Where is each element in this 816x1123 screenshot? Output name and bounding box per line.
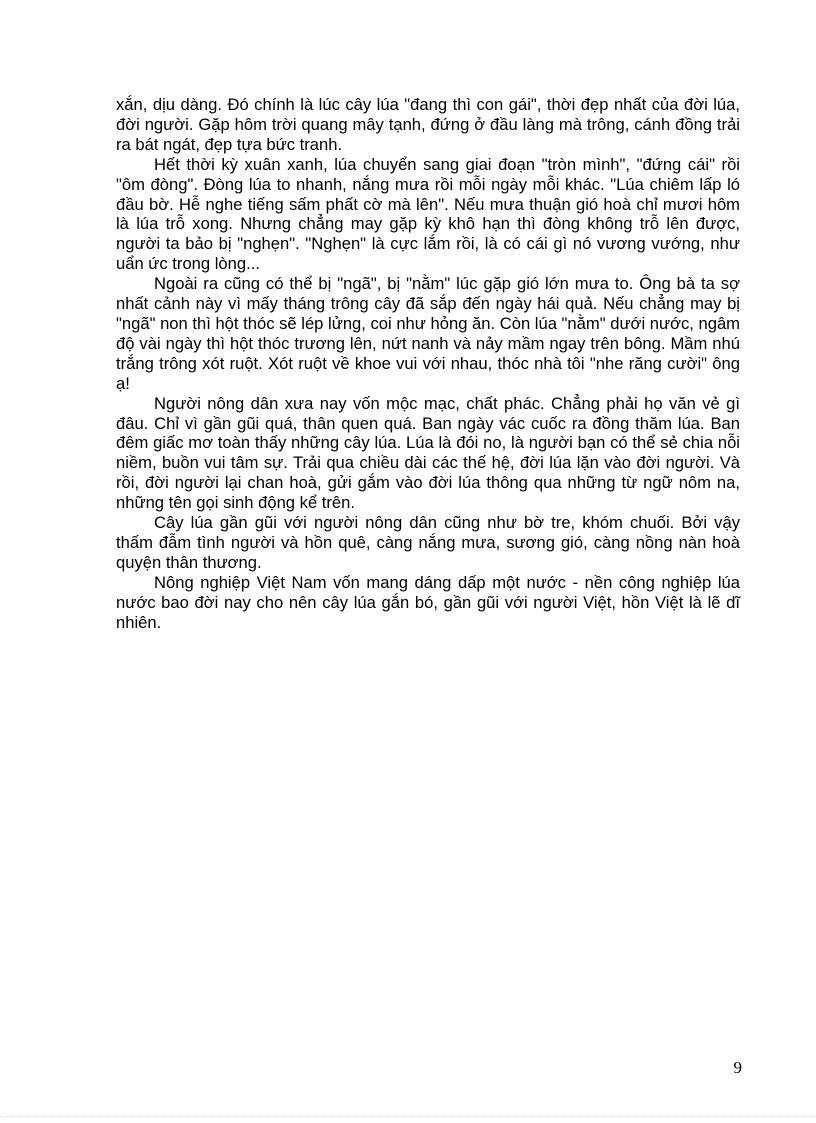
- paragraph-4: Người nông dân xưa nay vốn mộc mạc, chất phác. Chẳng phải họ văn vẻ gì đâu. Chỉ vì gần gũi quá, thân quen quá. Ban ngày vác cuốc ra đồng thăm lúa. Ban đêm giấc mơ toàn thấy những cây lúa. Lúa là đói no, là người bạn có thể sẻ chia nỗi niềm, buồn vui tâm sự. Trải qua chiều dài các thế hệ, đời lúa lặn vào đời người. Và rồi, đời người lại chan hoà, gửi gắm vào đời lúa thông qua những từ ngữ nôm na, những tên gọi sinh động kể trên.: [116, 393, 740, 513]
- paragraph-3: Ngoài ra cũng có thể bị "ngã", bị "nằm" lúc gặp gió lớn mưa to. Ông bà ta sợ nhất cảnh này vì mấy tháng trông cây đã sắp đến ngày hái quả. Nếu chẳng may bị "ngã" non thì hột thóc sẽ lép lửng, coi như hỏng ăn. Còn lúa "nằm" dưới nước, ngâm độ vài ngày thì hột thóc trương lên, nứt nanh và nảy mầm ngay trên bông. Mầm nhú trắng trông xót ruột. Xót ruột về khoe vui với nhau, thóc nhà tôi "nhe răng cười" ông ạ!: [116, 274, 740, 393]
- body-text: [116, 95, 740, 632]
- paragraph-6: Nông nghiệp Việt Nam vốn mang dáng dấp một nước - nền công nghiệp lúa nước bao đời nay cho nên cây lúa gắn bó, gần gũi với người Việt, hồn Việt là lẽ dĩ nhiên.: [116, 572, 740, 632]
- page-bottom-divider: [0, 1116, 816, 1117]
- paragraph-5: Cây lúa gần gũi với người nông dân cũng như bờ tre, khóm chuối. Bởi vậy thấm đẫm tình người và hồn quê, càng nắng mưa, sương gió, càng nồng nàn hoà quyện thân thương.: [116, 513, 740, 572]
- paragraph-1: xắn, dịu dàng. Đó chính là lúc cây lúa "đang thì con gái", thời đẹp nhất của đời lúa, đời người. Gặp hôm trời quang mây tạnh, đứng ở đầu làng mà trông, cánh đồng trải ra bát ngát, đẹp tựa bức tranh.: [116, 95, 740, 154]
- paragraph-2: Hết thời kỳ xuân xanh, lúa chuyển sang giai đoạn "tròn mình", "đứng cái" rồi "ôm đòng". Đòng lúa to nhanh, nắng mưa rồi mỗi ngày mỗi khác. "Lúa chiêm lấp ló đầu bờ. Hễ nghe tiếng sấm phất cờ mà lên". Nếu mưa thuận gió hoà chỉ mươi hôm là lúa trỗ xong. Nhưng chẳng may gặp kỳ khô hạn thì đòng không trỗ lên được, người ta bảo bị "nghẹn". "Nghẹn" là cực lắm rồi, là có cái gì nó vương vướng, như uẩn ức trong lòng...: [116, 154, 740, 274]
- page-number: 9: [733, 1058, 742, 1077]
